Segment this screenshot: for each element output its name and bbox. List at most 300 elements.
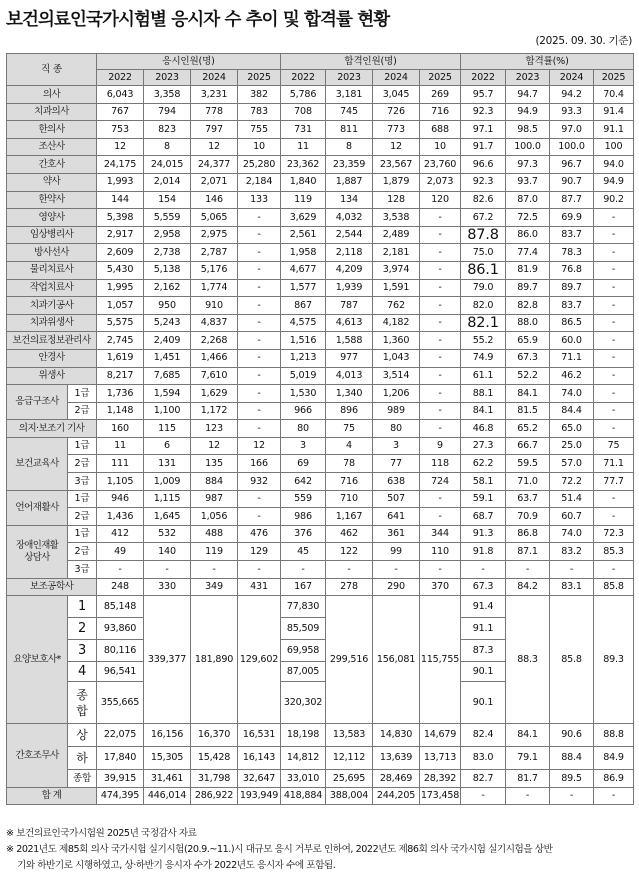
value-cell: -: [594, 367, 634, 385]
value-cell: -: [594, 261, 634, 279]
value-cell: 87.8: [461, 226, 506, 244]
value-cell: 82.0: [461, 297, 506, 315]
value-cell: 1,629: [191, 385, 238, 403]
value-cell: 787: [326, 297, 373, 315]
value-cell: 77.7: [594, 473, 634, 491]
value-cell: 15,428: [191, 747, 238, 770]
value-cell: 1,451: [144, 349, 191, 367]
header-rate: 합격률(%): [461, 54, 634, 70]
table-row: [7, 191, 634, 209]
value-cell: -: [373, 561, 420, 579]
value-cell: 388,004: [326, 787, 373, 805]
value-cell: 25.0: [550, 437, 594, 455]
value-cell: 2,489: [373, 226, 420, 244]
value-cell: 167: [281, 578, 326, 596]
value-cell: 71.0: [506, 473, 550, 491]
value-cell: 638: [373, 473, 420, 491]
merged-value-cell: 299,516: [326, 596, 373, 724]
value-cell: 1,594: [144, 385, 191, 403]
table-row: [7, 561, 634, 579]
value-cell: 70.4: [594, 86, 634, 104]
value-cell: 8: [144, 138, 191, 156]
value-cell: 811: [326, 121, 373, 139]
value-cell: 248: [97, 578, 144, 596]
value-cell: 1,167: [326, 508, 373, 526]
value-cell: 100.0: [550, 138, 594, 156]
value-cell: 33,010: [281, 770, 326, 788]
job-label: 요양보호사*: [7, 596, 68, 724]
value-cell: 80,116: [97, 640, 144, 662]
value-cell: 269: [420, 86, 461, 104]
value-cell: 1,213: [281, 349, 326, 367]
value-cell: 950: [144, 297, 191, 315]
value-cell: 92.3: [461, 173, 506, 191]
value-cell: 87.7: [550, 191, 594, 209]
grade-label: 3급: [68, 473, 97, 491]
value-cell: -: [238, 349, 281, 367]
value-cell: 10: [420, 138, 461, 156]
value-cell: 753: [97, 121, 144, 139]
value-cell: 129: [238, 543, 281, 561]
value-cell: 85,509: [281, 618, 326, 640]
value-cell: 15,305: [144, 747, 191, 770]
table-row: [7, 121, 634, 139]
value-cell: 987: [191, 490, 238, 508]
table-row: [7, 770, 634, 788]
value-cell: 1,360: [373, 332, 420, 350]
merged-value-cell: 88.3: [506, 596, 550, 724]
value-cell: 2,073: [420, 173, 461, 191]
reference-date: (2025. 09. 30. 기준): [535, 35, 632, 47]
value-cell: 2,181: [373, 244, 420, 262]
value-cell: -: [420, 279, 461, 297]
value-cell: 120: [420, 191, 461, 209]
value-cell: -: [420, 261, 461, 279]
value-cell: 1,588: [326, 332, 373, 350]
header-row-years: [7, 70, 634, 86]
value-cell: 115: [144, 420, 191, 438]
value-cell: 778: [191, 103, 238, 121]
value-cell: 4,837: [191, 314, 238, 332]
value-cell: 3: [373, 437, 420, 455]
value-cell: 65.9: [506, 332, 550, 350]
value-cell: 100: [594, 138, 634, 156]
value-cell: -: [461, 561, 506, 579]
value-cell: 823: [144, 121, 191, 139]
value-cell: 1,645: [144, 508, 191, 526]
footnote-source: ※ 보건의료인국가시험원 2025년 국정감사 자료: [6, 828, 197, 839]
value-cell: 1,206: [373, 385, 420, 403]
value-cell: 418,884: [281, 787, 326, 805]
value-cell: -: [238, 332, 281, 350]
value-cell: 91.1: [594, 121, 634, 139]
value-cell: 91.4: [594, 103, 634, 121]
value-cell: 133: [238, 191, 281, 209]
value-cell: 8,217: [97, 367, 144, 385]
year-header: 2022: [97, 70, 144, 86]
value-cell: 84.2: [506, 578, 550, 596]
table-row: [7, 402, 634, 420]
grade-label: [68, 682, 97, 724]
value-cell: 5,138: [144, 261, 191, 279]
value-cell: 2,561: [281, 226, 326, 244]
value-cell: 4,209: [326, 261, 373, 279]
value-cell: -: [238, 402, 281, 420]
value-cell: 16,531: [238, 724, 281, 747]
job-label: 의사: [7, 86, 97, 104]
value-cell: 446,014: [144, 787, 191, 805]
table-row: [7, 103, 634, 121]
value-cell: -: [97, 561, 144, 579]
value-cell: 1,591: [373, 279, 420, 297]
value-cell: 83.2: [550, 543, 594, 561]
value-cell: 24,377: [191, 156, 238, 174]
value-cell: 13,713: [420, 747, 461, 770]
grade-label: 상: [68, 724, 97, 747]
value-cell: 119: [281, 191, 326, 209]
job-label: 한약사: [7, 191, 97, 209]
value-cell: 3,538: [373, 209, 420, 227]
value-cell: -: [594, 244, 634, 262]
value-cell: 23,567: [373, 156, 420, 174]
value-cell: -: [420, 314, 461, 332]
value-cell: 99: [373, 543, 420, 561]
job-label: 조산사: [7, 138, 97, 156]
table-row: [7, 261, 634, 279]
table-row: [7, 314, 634, 332]
value-cell: 94.9: [594, 173, 634, 191]
table-row: [7, 420, 634, 438]
value-cell: 131: [144, 455, 191, 473]
value-cell: -: [594, 402, 634, 420]
value-cell: 90.6: [550, 724, 594, 747]
value-cell: 166: [238, 455, 281, 473]
value-cell: 559: [281, 490, 326, 508]
value-cell: 45: [281, 543, 326, 561]
value-cell: 86.5: [550, 314, 594, 332]
value-cell: 2,014: [144, 173, 191, 191]
value-cell: 14,830: [373, 724, 420, 747]
value-cell: 349: [191, 578, 238, 596]
value-cell: 88.1: [461, 385, 506, 403]
job-label: 작업치료사: [7, 279, 97, 297]
value-cell: 5,065: [191, 209, 238, 227]
value-cell: 946: [97, 490, 144, 508]
value-cell: 93.3: [550, 103, 594, 121]
value-cell: 62.2: [461, 455, 506, 473]
value-cell: 1,619: [97, 349, 144, 367]
value-cell: 320,302: [281, 682, 326, 724]
table-row: [7, 724, 634, 747]
value-cell: -: [594, 561, 634, 579]
value-cell: 1,840: [281, 173, 326, 191]
value-cell: 119: [191, 543, 238, 561]
value-cell: 96.6: [461, 156, 506, 174]
value-cell: 3,514: [373, 367, 420, 385]
value-cell: 82.8: [506, 297, 550, 315]
value-cell: 1,466: [191, 349, 238, 367]
value-cell: 71.1: [550, 349, 594, 367]
value-cell: 84.1: [461, 402, 506, 420]
value-cell: 9: [420, 437, 461, 455]
value-cell: 69: [281, 455, 326, 473]
merged-value-cell: 89.3: [594, 596, 634, 724]
job-label: 위생사: [7, 367, 97, 385]
value-cell: 80: [281, 420, 326, 438]
value-cell: 87.0: [506, 191, 550, 209]
value-cell: 89.7: [506, 279, 550, 297]
value-cell: 94.7: [506, 86, 550, 104]
value-cell: 128: [373, 191, 420, 209]
year-header: 2025: [238, 70, 281, 86]
value-cell: 46.8: [461, 420, 506, 438]
value-cell: 84.1: [506, 385, 550, 403]
value-cell: 24,175: [97, 156, 144, 174]
value-cell: 94.2: [550, 86, 594, 104]
value-cell: 85,148: [97, 596, 144, 618]
value-cell: -: [594, 385, 634, 403]
value-cell: 144: [97, 191, 144, 209]
value-cell: 286,922: [191, 787, 238, 805]
value-cell: 290: [373, 578, 420, 596]
value-cell: 88.0: [506, 314, 550, 332]
value-cell: 23,760: [420, 156, 461, 174]
value-cell: 1,009: [144, 473, 191, 491]
value-cell: 65.0: [550, 420, 594, 438]
value-cell: 72.5: [506, 209, 550, 227]
value-cell: 90.1: [461, 682, 506, 724]
value-cell: 69,958: [281, 640, 326, 662]
value-cell: 1,148: [97, 402, 144, 420]
grade-label: 1급: [68, 490, 97, 508]
value-cell: 81.5: [506, 402, 550, 420]
value-cell: 641: [373, 508, 420, 526]
value-cell: 46.2: [550, 367, 594, 385]
value-cell: -: [238, 297, 281, 315]
value-cell: 1,340: [326, 385, 373, 403]
value-cell: -: [238, 420, 281, 438]
value-cell: 2,958: [144, 226, 191, 244]
value-cell: 60.7: [550, 508, 594, 526]
value-cell: 12: [238, 437, 281, 455]
value-cell: 86.9: [594, 770, 634, 788]
footnote-doctor-exam: ※ 2021년도 제85회 의사 국가시험 실기시험(20.9.~11.)시 대규모 응시 거부로 인하여, 2022년도 제86회 의사 국가시험 실기시험을 상반: [6, 844, 553, 855]
value-cell: 1,043: [373, 349, 420, 367]
value-cell: 71.1: [594, 455, 634, 473]
value-cell: 89.5: [550, 770, 594, 788]
value-cell: 278: [326, 578, 373, 596]
value-cell: 85.3: [594, 543, 634, 561]
year-header: 2023: [326, 70, 373, 86]
value-cell: 12: [191, 138, 238, 156]
value-cell: 66.7: [506, 437, 550, 455]
job-label: 방사선사: [7, 244, 97, 262]
value-cell: 5,398: [97, 209, 144, 227]
value-cell: 762: [373, 297, 420, 315]
value-cell: 2,975: [191, 226, 238, 244]
value-cell: -: [281, 561, 326, 579]
value-cell: -: [238, 209, 281, 227]
value-cell: 783: [238, 103, 281, 121]
value-cell: 3,358: [144, 86, 191, 104]
value-cell: 431: [238, 578, 281, 596]
value-cell: 77.4: [506, 244, 550, 262]
value-cell: 28,469: [373, 770, 420, 788]
value-cell: 89.7: [550, 279, 594, 297]
value-cell: 4: [326, 437, 373, 455]
value-cell: 14,679: [420, 724, 461, 747]
value-cell: 5,575: [97, 314, 144, 332]
value-cell: 4,013: [326, 367, 373, 385]
value-cell: 95.7: [461, 86, 506, 104]
value-cell: 83.7: [550, 226, 594, 244]
value-cell: 90.2: [594, 191, 634, 209]
value-cell: 69.9: [550, 209, 594, 227]
value-cell: 4,575: [281, 314, 326, 332]
value-cell: 22,075: [97, 724, 144, 747]
value-cell: 1,993: [97, 173, 144, 191]
table-row: [7, 332, 634, 350]
value-cell: 977: [326, 349, 373, 367]
value-cell: 2,609: [97, 244, 144, 262]
value-cell: 87.3: [461, 640, 506, 662]
value-cell: 111: [97, 455, 144, 473]
value-cell: 70.9: [506, 508, 550, 526]
value-cell: 244,205: [373, 787, 420, 805]
value-cell: 5,019: [281, 367, 326, 385]
value-cell: 51.4: [550, 490, 594, 508]
value-cell: 97.1: [461, 121, 506, 139]
value-cell: 87.1: [506, 543, 550, 561]
value-cell: 16,370: [191, 724, 238, 747]
grade-label: 하: [68, 747, 97, 770]
value-cell: 773: [373, 121, 420, 139]
value-cell: 86.0: [506, 226, 550, 244]
value-cell: -: [594, 279, 634, 297]
grade-label: 3: [68, 640, 97, 662]
value-cell: 91.1: [461, 618, 506, 640]
value-cell: 884: [191, 473, 238, 491]
value-cell: -: [238, 226, 281, 244]
value-cell: 7,685: [144, 367, 191, 385]
value-cell: 507: [373, 490, 420, 508]
value-cell: 2,409: [144, 332, 191, 350]
value-cell: 87,005: [281, 662, 326, 682]
header-passers: 합격인원(명): [281, 54, 461, 70]
year-header: 2024: [550, 70, 594, 86]
value-cell: 361: [373, 525, 420, 543]
merged-value-cell: 181,890: [191, 596, 238, 724]
value-cell: 1,939: [326, 279, 373, 297]
value-cell: 122: [326, 543, 373, 561]
value-cell: 88.8: [594, 724, 634, 747]
value-cell: 173,458: [420, 787, 461, 805]
value-cell: -: [238, 561, 281, 579]
job-label: 언어재활사: [7, 490, 68, 525]
value-cell: 86.1: [461, 261, 506, 279]
merged-value-cell: 339,377: [144, 596, 191, 724]
value-cell: 989: [373, 402, 420, 420]
value-cell: 110: [420, 543, 461, 561]
value-cell: -: [420, 508, 461, 526]
value-cell: 1,995: [97, 279, 144, 297]
value-cell: 370: [420, 578, 461, 596]
value-cell: 80: [373, 420, 420, 438]
value-cell: -: [420, 209, 461, 227]
value-cell: 49: [97, 543, 144, 561]
value-cell: 755: [238, 121, 281, 139]
grade-label: 2급: [68, 543, 97, 561]
value-cell: 68.7: [461, 508, 506, 526]
value-cell: 12: [191, 437, 238, 455]
value-cell: -: [550, 561, 594, 579]
value-cell: 2,268: [191, 332, 238, 350]
value-cell: 59.1: [461, 490, 506, 508]
value-cell: 75: [326, 420, 373, 438]
value-cell: 146: [191, 191, 238, 209]
value-cell: 1,516: [281, 332, 326, 350]
value-cell: 78: [326, 455, 373, 473]
value-cell: 75.0: [461, 244, 506, 262]
value-cell: 2,917: [97, 226, 144, 244]
value-cell: 2,738: [144, 244, 191, 262]
value-cell: -: [420, 561, 461, 579]
value-cell: 2,787: [191, 244, 238, 262]
value-cell: -: [191, 561, 238, 579]
value-cell: -: [594, 508, 634, 526]
grade-label: 2: [68, 618, 97, 640]
table-row: [7, 226, 634, 244]
value-cell: 82.4: [461, 724, 506, 747]
value-cell: 79.1: [506, 747, 550, 770]
value-cell: 966: [281, 402, 326, 420]
job-label: 의지·보조기 기사: [7, 420, 97, 438]
value-cell: 12,112: [326, 747, 373, 770]
value-cell: -: [238, 279, 281, 297]
grade-label: 1급: [68, 437, 97, 455]
value-cell: 84.1: [506, 724, 550, 747]
value-cell: 2,118: [326, 244, 373, 262]
job-label: 임상병리사: [7, 226, 97, 244]
job-label: 치과기공사: [7, 297, 97, 315]
value-cell: 5,176: [191, 261, 238, 279]
value-cell: 1,100: [144, 402, 191, 420]
merged-value-cell: 115,755: [420, 596, 461, 724]
value-cell: 1,115: [144, 490, 191, 508]
value-cell: 67.3: [506, 349, 550, 367]
value-cell: 193,949: [238, 787, 281, 805]
value-cell: 86.8: [506, 525, 550, 543]
value-cell: 100.0: [506, 138, 550, 156]
grade-label: 1급: [68, 385, 97, 403]
value-cell: -: [420, 490, 461, 508]
table-row: [7, 490, 634, 508]
value-cell: 2,071: [191, 173, 238, 191]
job-label-line: 상담사: [24, 552, 50, 564]
value-cell: 716: [420, 103, 461, 121]
value-cell: -: [420, 226, 461, 244]
value-cell: 72.3: [594, 525, 634, 543]
value-cell: 82.1: [461, 314, 506, 332]
value-cell: 28,392: [420, 770, 461, 788]
table-row: [7, 279, 634, 297]
value-cell: 1,530: [281, 385, 326, 403]
value-cell: 23,359: [326, 156, 373, 174]
value-cell: 59.5: [506, 455, 550, 473]
grade-label: 3급: [68, 561, 97, 579]
grade-label: 2급: [68, 402, 97, 420]
value-cell: 83.7: [550, 297, 594, 315]
